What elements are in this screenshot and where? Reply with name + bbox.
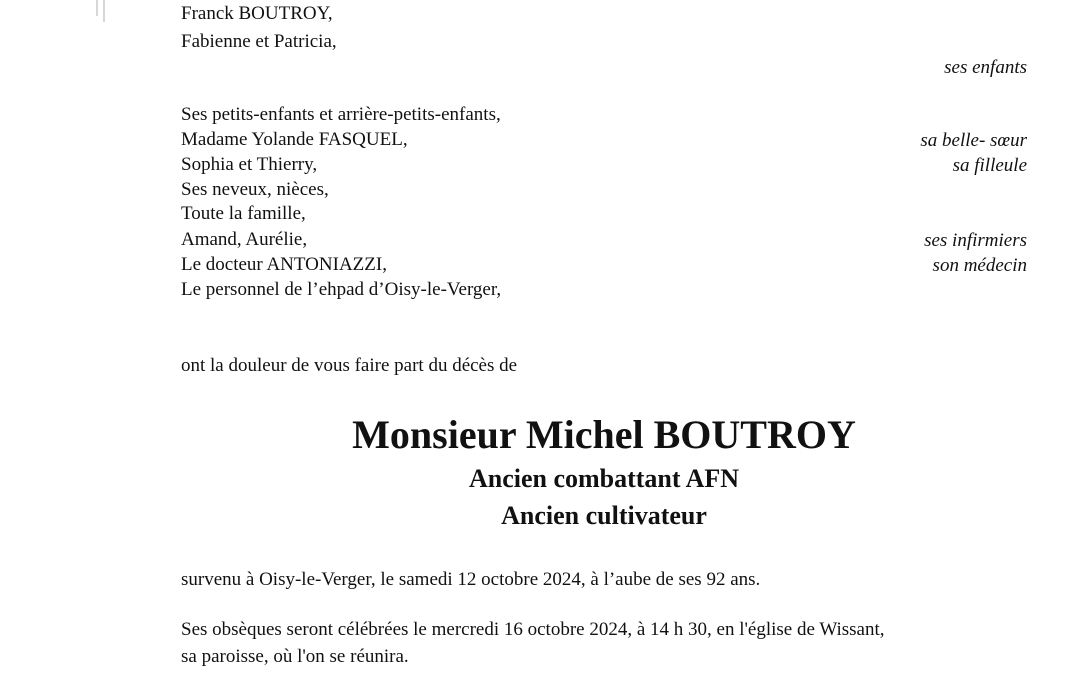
- family-line-2: Fabienne et Patricia,: [181, 31, 337, 52]
- deceased-title-1: Ancien combattant AFN: [468, 464, 740, 493]
- relative-line: Ses neveux, nièces,: [181, 179, 329, 200]
- scan-mark: [103, 0, 105, 22]
- relative-role: sa belle- sœur: [920, 130, 1027, 151]
- relative-line: Madame Yolande FASQUEL,: [181, 129, 408, 150]
- funeral-line-1: Ses obsèques seront célébrées le mercredi 16 octobre 2024, à 14 h 30, en l'église de Wissant,: [181, 619, 885, 640]
- relative-line: Le personnel de l’ehpad d’Oisy-le-Verger,: [181, 279, 502, 300]
- relative-line: Sophia et Thierry,: [181, 154, 318, 175]
- relative-role: sa filleule: [952, 155, 1027, 176]
- scan-mark: [96, 0, 98, 16]
- relative-line: Le docteur ANTONIAZZI,: [181, 254, 387, 275]
- relative-role: ses infirmiers: [924, 230, 1027, 251]
- announcement-text: ont la douleur de vous faire part du décès de: [181, 355, 518, 376]
- death-notice: survenu à Oisy-le-Verger, le samedi 12 octobre 2024, à l’aube de ses 92 ans.: [181, 569, 761, 590]
- deceased-title-2: Ancien cultivateur: [501, 501, 707, 530]
- relative-line: Amand, Aurélie,: [181, 229, 308, 250]
- role-children: ses enfants: [944, 57, 1027, 78]
- deceased-name: Monsieur Michel BOUTROY: [352, 412, 856, 457]
- relative-role: son médecin: [932, 255, 1027, 276]
- family-line-1: Franck BOUTROY,: [181, 3, 333, 24]
- relative-line: Ses petits-enfants et arrière-petits-enfants,: [181, 104, 501, 125]
- relative-line: Toute la famille,: [181, 203, 306, 224]
- funeral-line-2: sa paroisse, où l'on se réunira.: [181, 646, 409, 667]
